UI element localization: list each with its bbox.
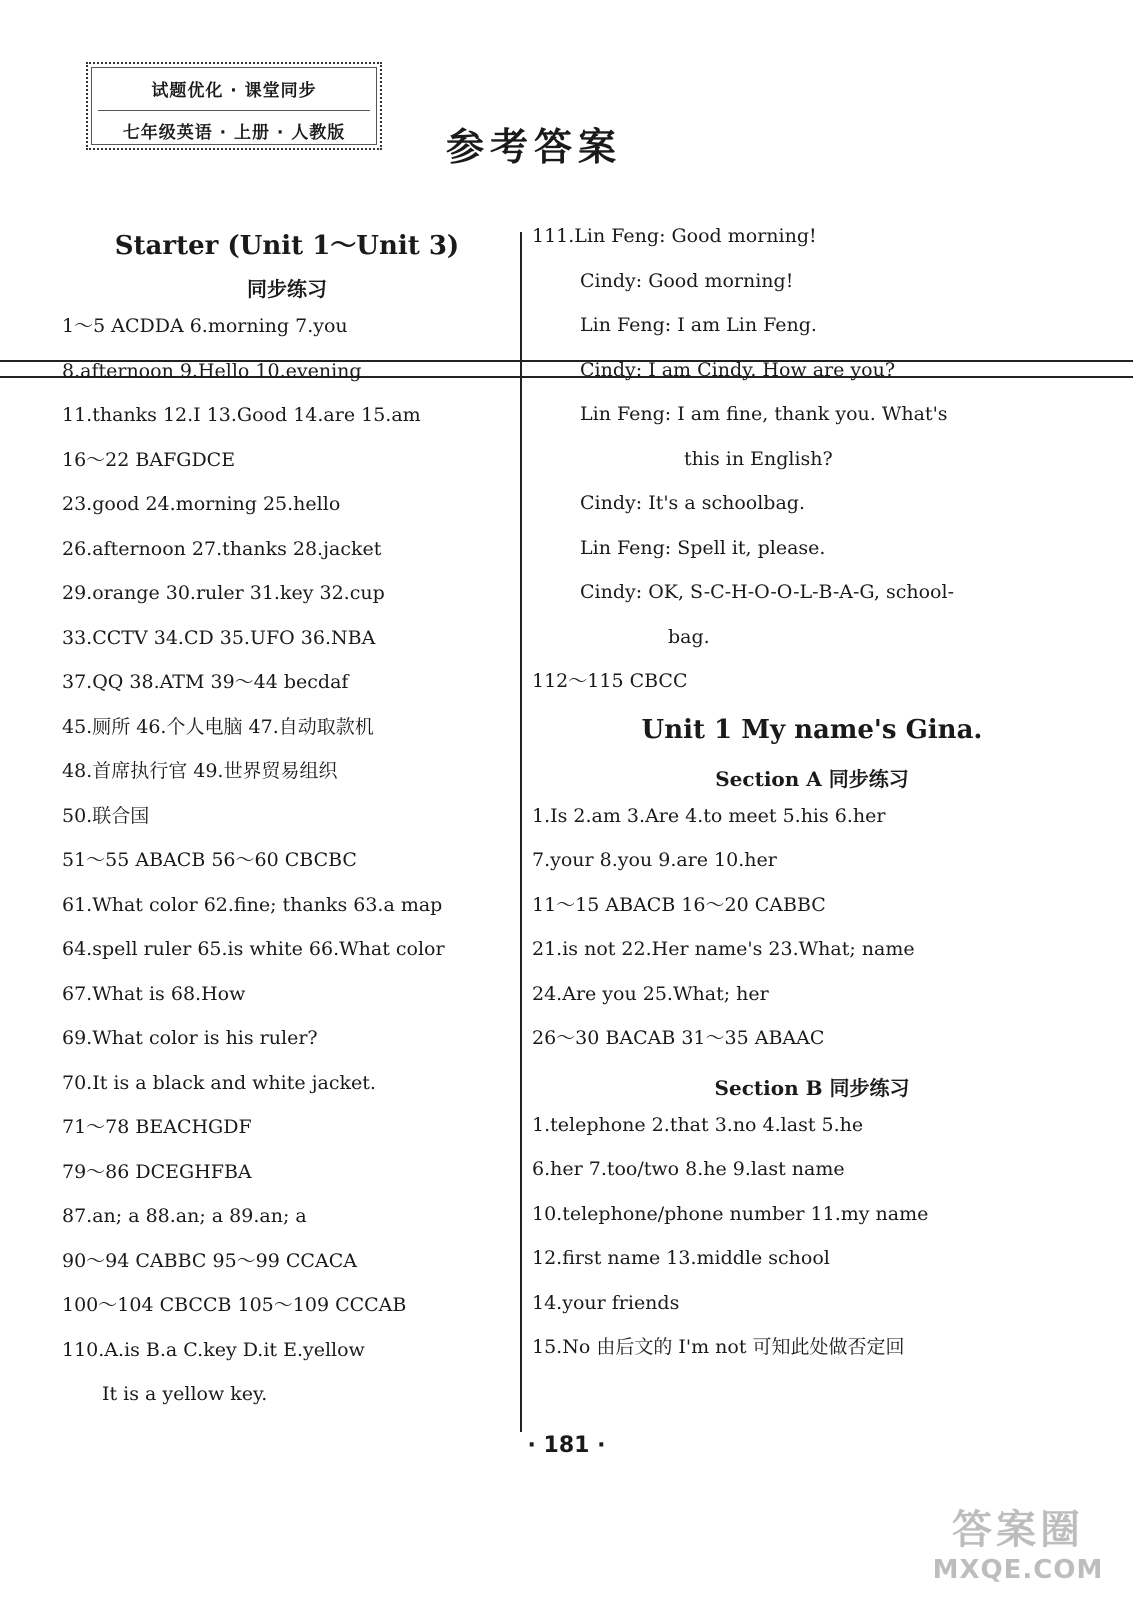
book-series-box [86,62,382,150]
answer-line: 14.your friends [532,1291,680,1314]
answer-line: 90～94 CABBC 95～99 CCACA [62,1249,357,1272]
answer-line: 8.afternoon 9.Hello 10.evening [62,359,362,382]
answer-line: 21.is not 22.Her name's 23.What; name [532,938,915,960]
site-watermark [923,1498,1113,1588]
answer-line: 24.Are you 25.What; her [532,982,769,1005]
starter-subtitle: 同步练习 [247,277,327,301]
starter-section-title: Starter (Unit 1～Unit 3) [114,231,460,261]
dialog-line: this in English? [684,447,833,470]
page-number: · 181 · [527,1433,606,1458]
answer-line: 1～5 ACDDA 6.morning 7.you [62,315,348,337]
unit1-title: Unit 1 My name's Gina. [641,714,983,745]
page-title: 参考答案 [446,125,623,169]
answer-line: 12.first name 13.middle school [532,1247,830,1269]
answer-line: 67.What is 68.How [62,982,246,1005]
answer-line: 16～22 BAFGDCE [62,448,236,471]
answer-line: 51～55 ABACB 56～60 CBCBC [62,849,357,871]
box-divider [98,110,370,111]
dialog-line: Lin Feng: I am fine, thank you. What's [580,403,948,425]
answer-line: 45.厕所 46.个人电脑 47.自动取款机 [62,715,374,738]
answer-line: 79～86 DCEGHFBA [62,1160,252,1183]
answer-line: 64.spell ruler 65.is white 66.What color [62,938,445,960]
dialog-line: Cindy: It's a schoolbag. [580,492,805,514]
answer-line: 1.telephone 2.that 3.no 4.last 5.he [532,1113,864,1136]
answer-line: 11.thanks 12.I 13.Good 14.are 15.am [62,404,421,426]
answer-line: 87.an; a 88.an; a 89.an; a [62,1205,307,1227]
watermark-url: MXQE.COM [932,1555,1104,1585]
edition-label: 七年级英语 · 上册 · 人教版 [122,123,346,143]
answer-line: 71～78 BEACHGDF [62,1116,252,1138]
right-column [532,225,1092,1381]
answer-line: 48.首席执行官 49.世界贸易组织 [62,760,338,782]
answer-line: 29.orange 30.ruler 31.key 32.cup [62,582,385,604]
answer-line: 6.her 7.too/two 8.he 9.last name [532,1158,845,1180]
answer-line: 61.What color 62.fine; thanks 63.a map [62,893,443,916]
dialog-line: Lin Feng: Spell it, please. [580,536,826,559]
answer-line: 11～15 ABACB 16～20 CABBC [532,893,826,916]
dialog-line: bag. [668,625,710,648]
section-a-title: Section A 同步练习 [715,766,909,791]
answer-line: 26.afternoon 27.thanks 28.jacket [62,537,382,560]
dialog-line: Cindy: Good morning! [580,269,794,292]
answer-line: 69.What color is his ruler? [62,1027,318,1049]
answer-line: 23.good 24.morning 25.hello [62,493,341,515]
answer-line: 15.No 由后文的 I'm not 可知此处做否定回 [532,1336,905,1358]
dialog-line: 111.Lin Feng: Good morning! [532,225,817,247]
watermark-logo-text: 答案圈 [952,1507,1084,1553]
series-label: 试题优化 · 课堂同步 [151,81,317,101]
section-b-title: Section B 同步练习 [714,1075,910,1100]
dialog-line: Cindy: OK, S-C-H-O-O-L-B-A-G, school- [580,581,954,603]
answer-line: 112～115 CBCC [532,670,688,692]
dialog-line: Cindy: I am Cindy. How are you? [580,358,896,381]
dialog-line: Lin Feng: I am Lin Feng. [580,314,817,336]
answer-line: 37.QQ 38.ATM 39～44 becdaf [62,671,349,693]
answer-line: 100～104 CBCCB 105～109 CCCAB [62,1294,407,1316]
answer-line: 50.联合国 [62,804,150,827]
left-column [62,225,512,1428]
answer-line: It is a yellow key. [102,1383,268,1405]
answer-line: 70.It is a black and white jacket. [62,1071,376,1094]
answer-line: 7.your 8.you 9.are 10.her [532,849,777,871]
answer-line: 33.CCTV 34.CD 35.UFO 36.NBA [62,626,376,649]
column-divider [520,232,522,1432]
answer-line: 10.telephone/phone number 11.my name [532,1202,929,1225]
answer-line: 1.Is 2.am 3.Are 4.to meet 5.his 6.her [532,804,886,827]
answer-line: 26～30 BACAB 31～35 ABAAC [532,1027,825,1049]
answer-line: 110.A.is B.a C.key D.it E.yellow [62,1338,365,1361]
